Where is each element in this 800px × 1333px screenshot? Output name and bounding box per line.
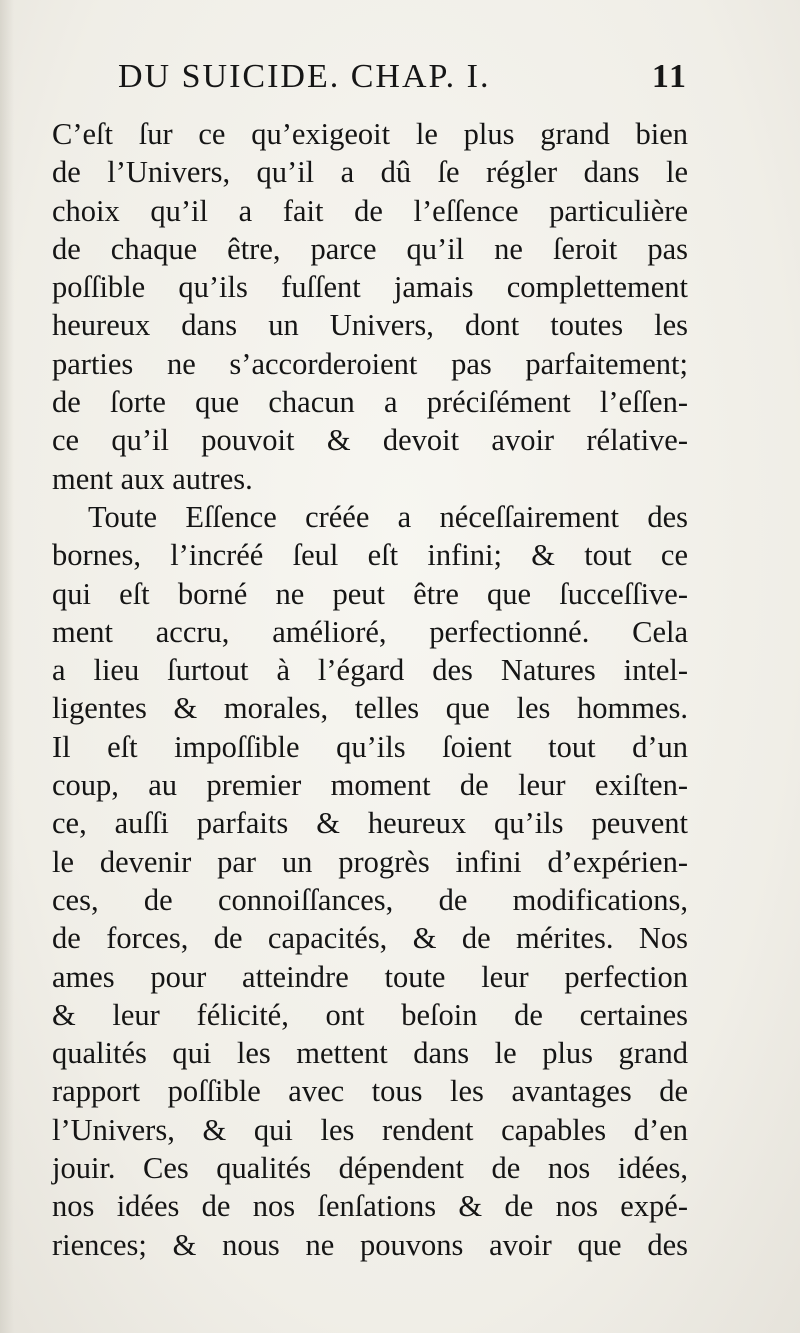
- text-line: riences; & nous ne pouvons avoir que des: [52, 1227, 688, 1262]
- text-line: & leur félicité, ont beſoin de certaines: [52, 997, 688, 1032]
- text-line: le devenir par un progrès infini d’expérien-: [52, 844, 688, 879]
- text-line: l’Univers, & qui les rendent capables d’en: [52, 1112, 688, 1147]
- page-number: 11: [651, 58, 688, 95]
- text-line: de ſorte que chacun a préciſément l’eſſen-: [52, 385, 688, 420]
- text-line: C’eſt ſur ce qu’exigeoit le plus grand bien: [52, 117, 688, 151]
- paragraph-end-line: ment aux autres.: [52, 461, 253, 496]
- body-text: [52, 115, 688, 1264]
- text-line: qui eſt borné ne peut être que ſucceſſive-: [52, 576, 688, 611]
- text-line: ces, de connoiſſances, de modifications,: [52, 882, 688, 917]
- text-line: parties ne s’accorderoient pas parfaitement;: [52, 346, 688, 381]
- text-line: de l’Univers, qu’il a dû ſe régler dans le: [52, 155, 688, 190]
- text-line: ce, auſſi parfaits & heureux qu’ils peuvent: [52, 806, 688, 841]
- text-line: rapport poſſible avec tous les avantages de: [52, 1074, 688, 1109]
- text-line: ligentes & morales, telles que les hommes.: [52, 691, 688, 726]
- text-line: choix qu’il a fait de l’eſſence particulière: [52, 193, 688, 228]
- text-line: qualités qui les mettent dans le plus grand: [52, 1036, 688, 1071]
- text-line: heureux dans un Univers, dont toutes les: [52, 308, 688, 343]
- text-line: Il eſt impoſſible qu’ils ſoient tout d’un: [52, 729, 688, 764]
- text-line: a lieu ſurtout à l’égard des Natures intel-: [52, 653, 688, 688]
- text-line: bornes, l’incréé ſeul eſt infini; & tout ce: [52, 538, 688, 573]
- paragraph-start-line: Toute Eſſence créée a néceſſairement des: [88, 499, 688, 534]
- text-line: jouir. Ces qualités dépendent de nos idées,: [52, 1151, 688, 1186]
- text-line: de forces, de capacités, & de mérites. Nos: [52, 921, 688, 956]
- text-line: ment accru, amélioré, perfectionné. Cela: [52, 614, 688, 649]
- text-line: ce qu’il pouvoit & devoit avoir rélative-: [52, 423, 688, 458]
- text-line: poſſible qu’ils fuſſent jamais complettement: [52, 270, 688, 305]
- text-line: de chaque être, parce qu’il ne ſeroit pas: [52, 231, 688, 266]
- text-line: ames pour atteindre toute leur perfection: [52, 959, 688, 994]
- text-line: nos idées de nos ſenſations & de nos expé-: [52, 1189, 688, 1224]
- running-title: DU SUICIDE. CHAP. I.: [118, 58, 491, 95]
- text-line: coup, au premier moment de leur exiſten-: [52, 768, 688, 803]
- page-header: [118, 58, 688, 104]
